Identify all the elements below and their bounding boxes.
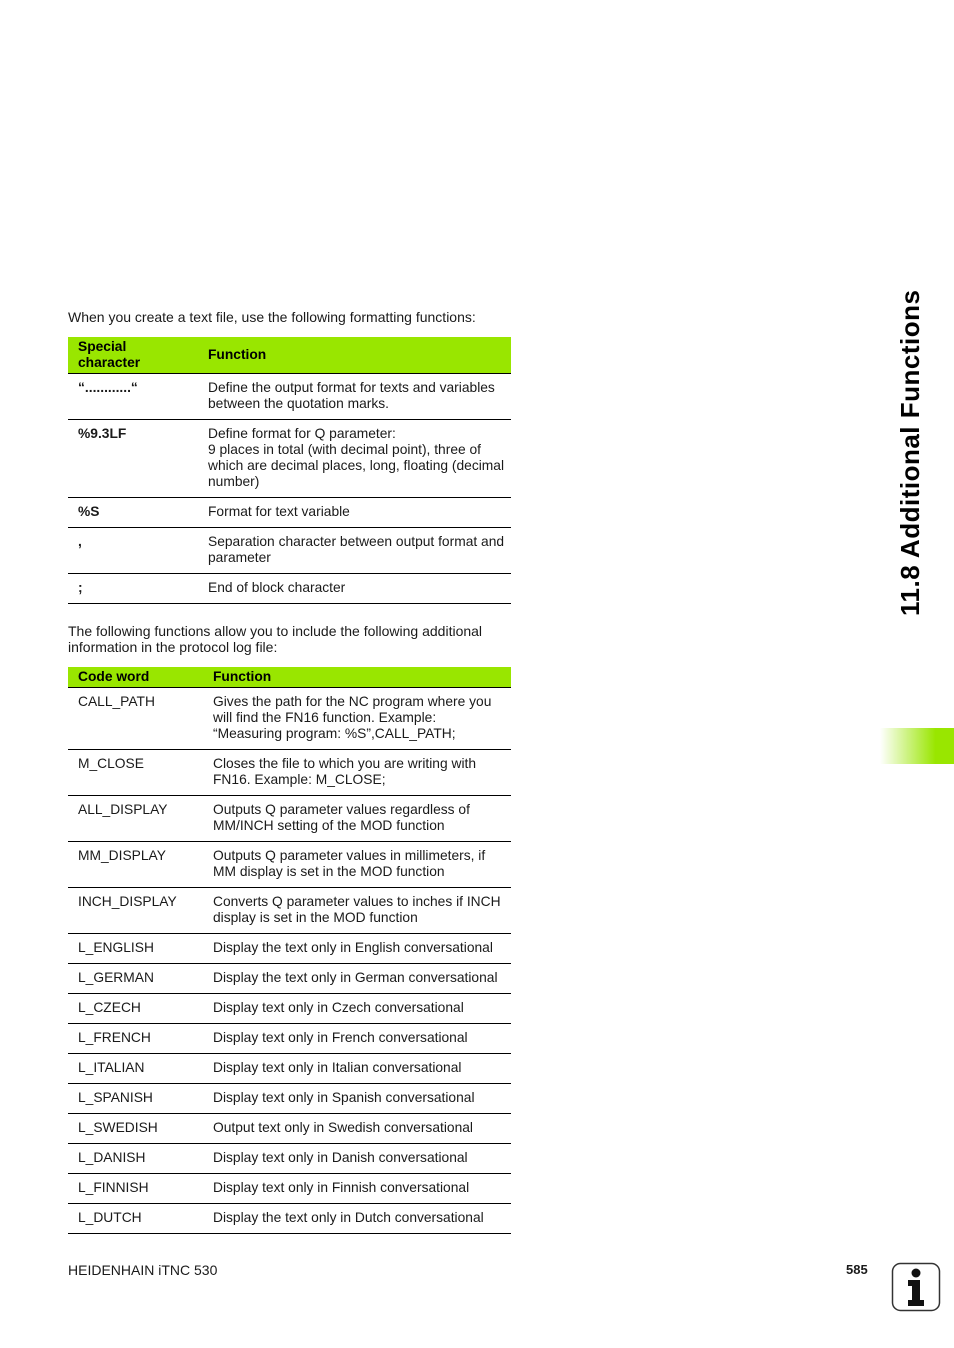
code-word-cell: L_ITALIAN: [68, 1054, 203, 1084]
section-title-vertical: 11.8 Additional Functions: [895, 289, 925, 616]
special-character-cell: %S: [68, 498, 198, 528]
table-header-row: [68, 337, 511, 374]
function-cell: Gives the path for the NC program where you will find the FN16 function. Example: “Measuring program: %S”,CALL_PATH;: [203, 688, 511, 750]
code-word-cell: L_FINNISH: [68, 1174, 203, 1204]
column-header-function: Function: [198, 337, 511, 374]
code-word-cell: L_SPANISH: [68, 1084, 203, 1114]
code-word-cell: L_DANISH: [68, 1144, 203, 1174]
table-row: [68, 994, 511, 1024]
code-word-cell: L_DUTCH: [68, 1204, 203, 1234]
function-cell: Outputs Q parameter values regardless of MM/INCH setting of the MOD function: [203, 796, 511, 842]
info-icon: [891, 1262, 941, 1312]
code-word-cell: ALL_DISPLAY: [68, 796, 203, 842]
special-character-cell: “............“: [68, 374, 198, 420]
table-row: [68, 1054, 511, 1084]
code-word-cell: MM_DISPLAY: [68, 842, 203, 888]
function-cell: Outputs Q parameter values in millimeters, if MM display is set in the MOD function: [203, 842, 511, 888]
table-header-row: [68, 667, 511, 688]
table-row: [68, 934, 511, 964]
footer-manual-name: HEIDENHAIN iTNC 530: [68, 1262, 218, 1278]
formatting-functions-table: [68, 337, 511, 604]
chapter-tab-marker: [880, 728, 954, 764]
function-cell: Display the text only in Dutch conversational: [203, 1204, 511, 1234]
code-word-cell: L_CZECH: [68, 994, 203, 1024]
special-character-cell: %9.3LF: [68, 420, 198, 498]
function-cell: End of block character: [198, 574, 511, 604]
table-row: [68, 1024, 511, 1054]
function-cell: Display text only in Danish conversational: [203, 1144, 511, 1174]
column-header-special-character: Special character: [68, 337, 198, 374]
column-header-function: Function: [203, 667, 511, 688]
code-word-cell: INCH_DISPLAY: [68, 888, 203, 934]
special-character-cell: ,: [68, 528, 198, 574]
table-row: [68, 1084, 511, 1114]
table-row: [68, 420, 511, 498]
function-cell: Display the text only in English conversational: [203, 934, 511, 964]
function-cell: Define the output format for texts and variables between the quotation marks.: [198, 374, 511, 420]
table-row: [68, 750, 511, 796]
code-word-cell: L_FRENCH: [68, 1024, 203, 1054]
function-cell: Display text only in Czech conversational: [203, 994, 511, 1024]
table-row: [68, 374, 511, 420]
code-word-cell: L_ENGLISH: [68, 934, 203, 964]
function-cell: Display the text only in German conversational: [203, 964, 511, 994]
table-row: [68, 1144, 511, 1174]
function-cell: Format for text variable: [198, 498, 511, 528]
table-row: [68, 1114, 511, 1144]
table-row: [68, 796, 511, 842]
function-cell: Output text only in Swedish conversational: [203, 1114, 511, 1144]
code-word-table: [68, 667, 511, 1234]
function-cell: Display text only in Italian conversational: [203, 1054, 511, 1084]
table-row: [68, 528, 511, 574]
page-number: 585: [846, 1262, 868, 1277]
function-cell: Display text only in French conversational: [203, 1024, 511, 1054]
table-row: [68, 1174, 511, 1204]
table-row: [68, 888, 511, 934]
table-row: [68, 498, 511, 528]
function-cell: Display text only in Finnish conversational: [203, 1174, 511, 1204]
table-row: [68, 842, 511, 888]
function-cell: Closes the file to which you are writing with FN16. Example: M_CLOSE;: [203, 750, 511, 796]
code-word-cell: M_CLOSE: [68, 750, 203, 796]
function-cell: Display text only in Spanish conversational: [203, 1084, 511, 1114]
code-word-cell: L_SWEDISH: [68, 1114, 203, 1144]
table-row: [68, 688, 511, 750]
special-character-cell: ;: [68, 574, 198, 604]
code-word-cell: L_GERMAN: [68, 964, 203, 994]
function-cell: Converts Q parameter values to inches if INCH display is set in the MOD function: [203, 888, 511, 934]
table-row: [68, 1204, 511, 1234]
code-word-cell: CALL_PATH: [68, 688, 203, 750]
function-cell: Separation character between output format and parameter: [198, 528, 511, 574]
column-header-code-word: Code word: [68, 667, 203, 688]
table-row: [68, 964, 511, 994]
intro-text-2: The following functions allow you to include the following additional information in the protocol log file:: [68, 623, 483, 655]
intro-text-1: When you create a text file, use the following formatting functions:: [68, 309, 476, 325]
table-row: [68, 574, 511, 604]
function-cell: Define format for Q parameter: 9 places in total (with decimal point), three of which are decimal places, long, floating (decimal number): [198, 420, 511, 498]
